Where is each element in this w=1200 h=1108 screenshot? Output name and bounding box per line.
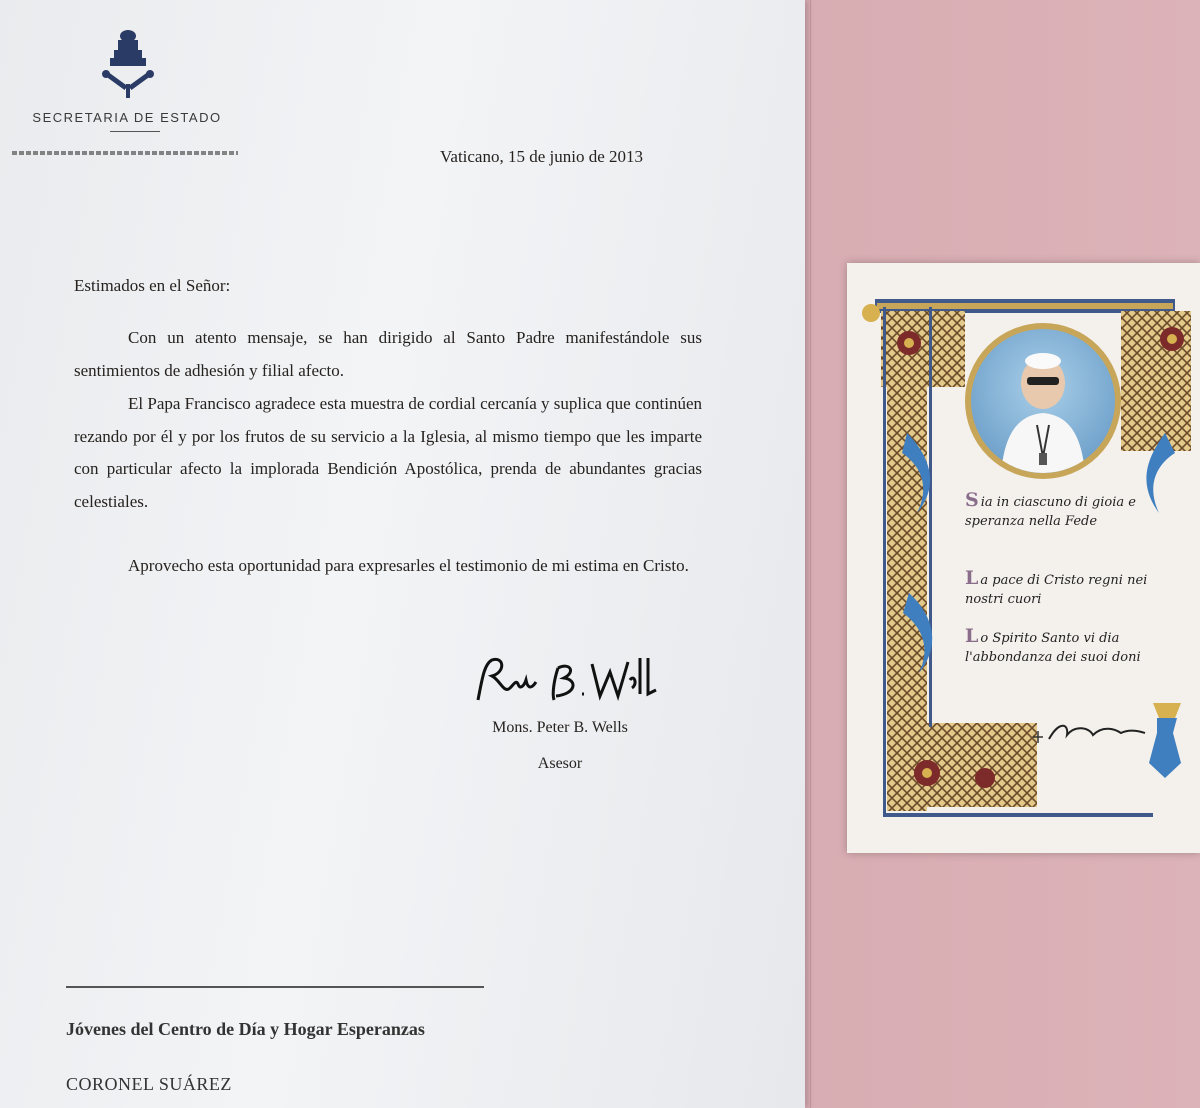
signer-role: Asesor <box>537 755 583 772</box>
letter-paragraph: Aprovecho esta oportunidad para expresarles el testimonio de mi estima en Cristo. <box>128 556 689 575</box>
illuminated-blessing-card <box>847 263 1200 853</box>
letter-greeting: Estimados en el Señor: <box>74 276 231 295</box>
recipient-city: CORONEL SUÁREZ <box>66 1074 232 1094</box>
handwritten-signature <box>470 650 660 708</box>
card-verse <box>965 491 1170 531</box>
signer-name: Mons. Peter B. Wells <box>492 719 628 736</box>
verse-text: o Spirito Santo vi dia l'abbondanza dei suoi doni <box>965 631 1141 665</box>
letterhead-subtitle <box>12 151 238 155</box>
recipient-line: Jóvenes del Centro de Día y Hogar Esperanzas <box>66 1019 425 1039</box>
card-verse <box>965 627 1170 667</box>
verse-initial: L <box>965 625 979 647</box>
letterhead-rule <box>110 131 160 132</box>
footer-rule <box>66 986 484 988</box>
papal-signature <box>1029 711 1149 751</box>
verse-initial: S <box>965 489 979 511</box>
letter-paragraph: El Papa Francisco agradece esta muestra de cordial cercanía y suplica que continúen rezando por él y por los frutos de su servicio a la Iglesia, al mismo tiempo que les imparte con particular afecto la implorada Bendición Apostólica, prenda de abundantes gracias celestiales. <box>74 394 702 511</box>
letter-paragraph: Con un atento mensaje, se han dirigido al Santo Padre manifestándole sus sentimientos de adhesión y filial afecto. <box>74 328 702 380</box>
vatican-coat-of-arms <box>96 28 160 100</box>
verse-text: ia in ciascuno di gioia e speranza nella Fede <box>965 495 1136 529</box>
verse-text: a pace di Cristo regni nei nostri cuori <box>965 573 1148 607</box>
verse-initial: L <box>965 567 979 589</box>
letter-date: Vaticano, 15 de junio de 2013 <box>440 147 644 166</box>
pope-portrait <box>965 323 1121 479</box>
card-verse <box>965 569 1170 609</box>
letterhead-title: SECRETARIA DE ESTADO <box>32 110 222 125</box>
